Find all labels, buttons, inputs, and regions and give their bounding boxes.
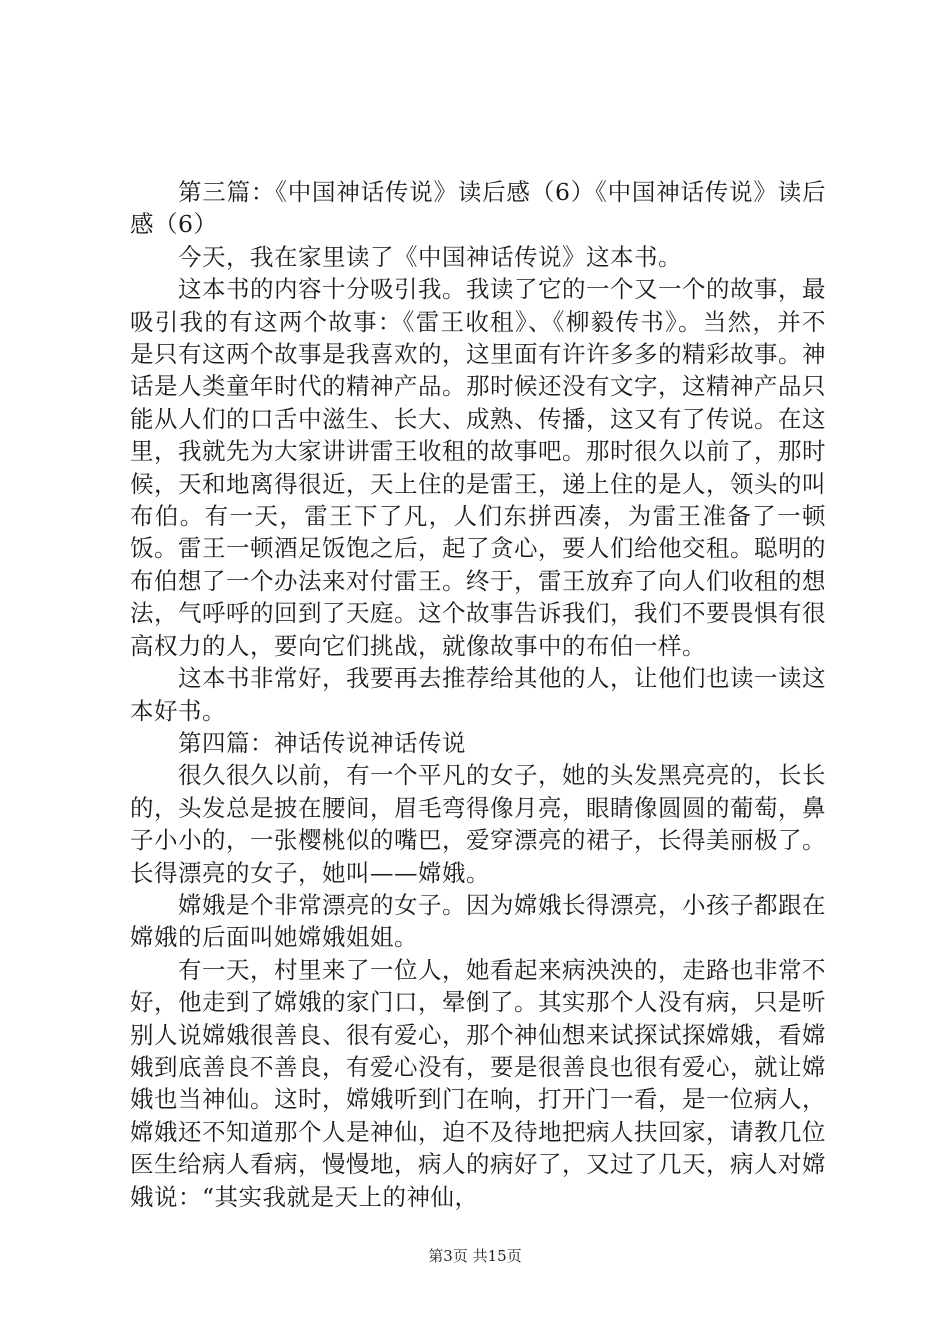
paragraph: 有一天，村里来了一位人，她看起来病泱泱的，走路也非常不好，他走到了嫦娥的家门口，晕倒了。其实那个人没有病，只是听别人说嫦娥很善良、很有爱心，那个神仙想来试探试探嫦娥，看嫦娥到底善良不善良，有爱心没有，要是很善良也很有爱心，就让嫦娥也当神仙。这时，嫦娥听到门在响，打开门一看，是一位病人，嫦娥还不知道那个人是神仙，迫不及待地把病人扶回家，请教几位医生给病人看病，慢慢地，病人的病好了，又过了几天，病人对嫦娥说：“其实我就是天上的神仙， <box>130 955 826 1211</box>
section-heading-part-three: 第三篇：《中国神话传说》读后感（6）《中国神话传说》读后感（6） <box>130 178 826 239</box>
document-body <box>130 176 826 1213</box>
paragraph: 很久很久以前，有一个平凡的女子，她的头发黑亮亮的，长长的，头发总是披在腰间，眉毛弯得像月亮，眼睛像圆圆的葡萄，鼻子小小的，一张樱桃似的嘴巴，爱穿漂亮的裙子，长得美丽极了。长得漂亮的女子，她叫——嫦娥。 <box>130 761 826 887</box>
page-number-footer: 第3页 共15页 <box>428 1247 522 1265</box>
paragraph: 嫦娥是个非常漂亮的女子。因为嫦娥长得漂亮，小孩子都跟在嫦娥的后面叫她嫦娥姐姐。 <box>130 890 826 952</box>
paragraph: 这本书非常好，我要再去推荐给其他的人，让他们也读一读这本好书。 <box>130 664 826 725</box>
paragraph: 今天，我在家里读了《中国神话传说》这本书。 <box>178 242 682 271</box>
section-heading-part-four: 第四篇：神话传说神话传说 <box>178 728 466 757</box>
paragraph: 这本书的内容十分吸引我。我读了它的一个又一个的故事，最吸引我的有这两个故事：《雷王收租》、《柳毅传书》。当然，并不是只有这两个故事是我喜欢的，这里面有许许多多的精彩故事。神话是人类童年时代的精神产品。那时候还没有文字，这精神产品只能从人们的口舌中滋生、长大、成熟、传播，这又有了传说。在这里，我就先为大家讲讲雷王收租的故事吧。那时很久以前了，那时候，天和地离得很近，天上住的是雷王，递上住的是人，领头的叫布伯。有一天，雷王下了凡，人们东拼西凑，为雷王准备了一顿饭。雷王一顿酒足饭饱之后，起了贪心，要人们给他交租。聪明的布伯想了一个办法来对付雷王。终于，雷王放弃了向人们收租的想法，气呼呼的回到了天庭。这个故事告诉我们，我们不要畏惧有很高权力的人，要向它们挑战，就像故事中的布伯一样。 <box>130 275 826 660</box>
